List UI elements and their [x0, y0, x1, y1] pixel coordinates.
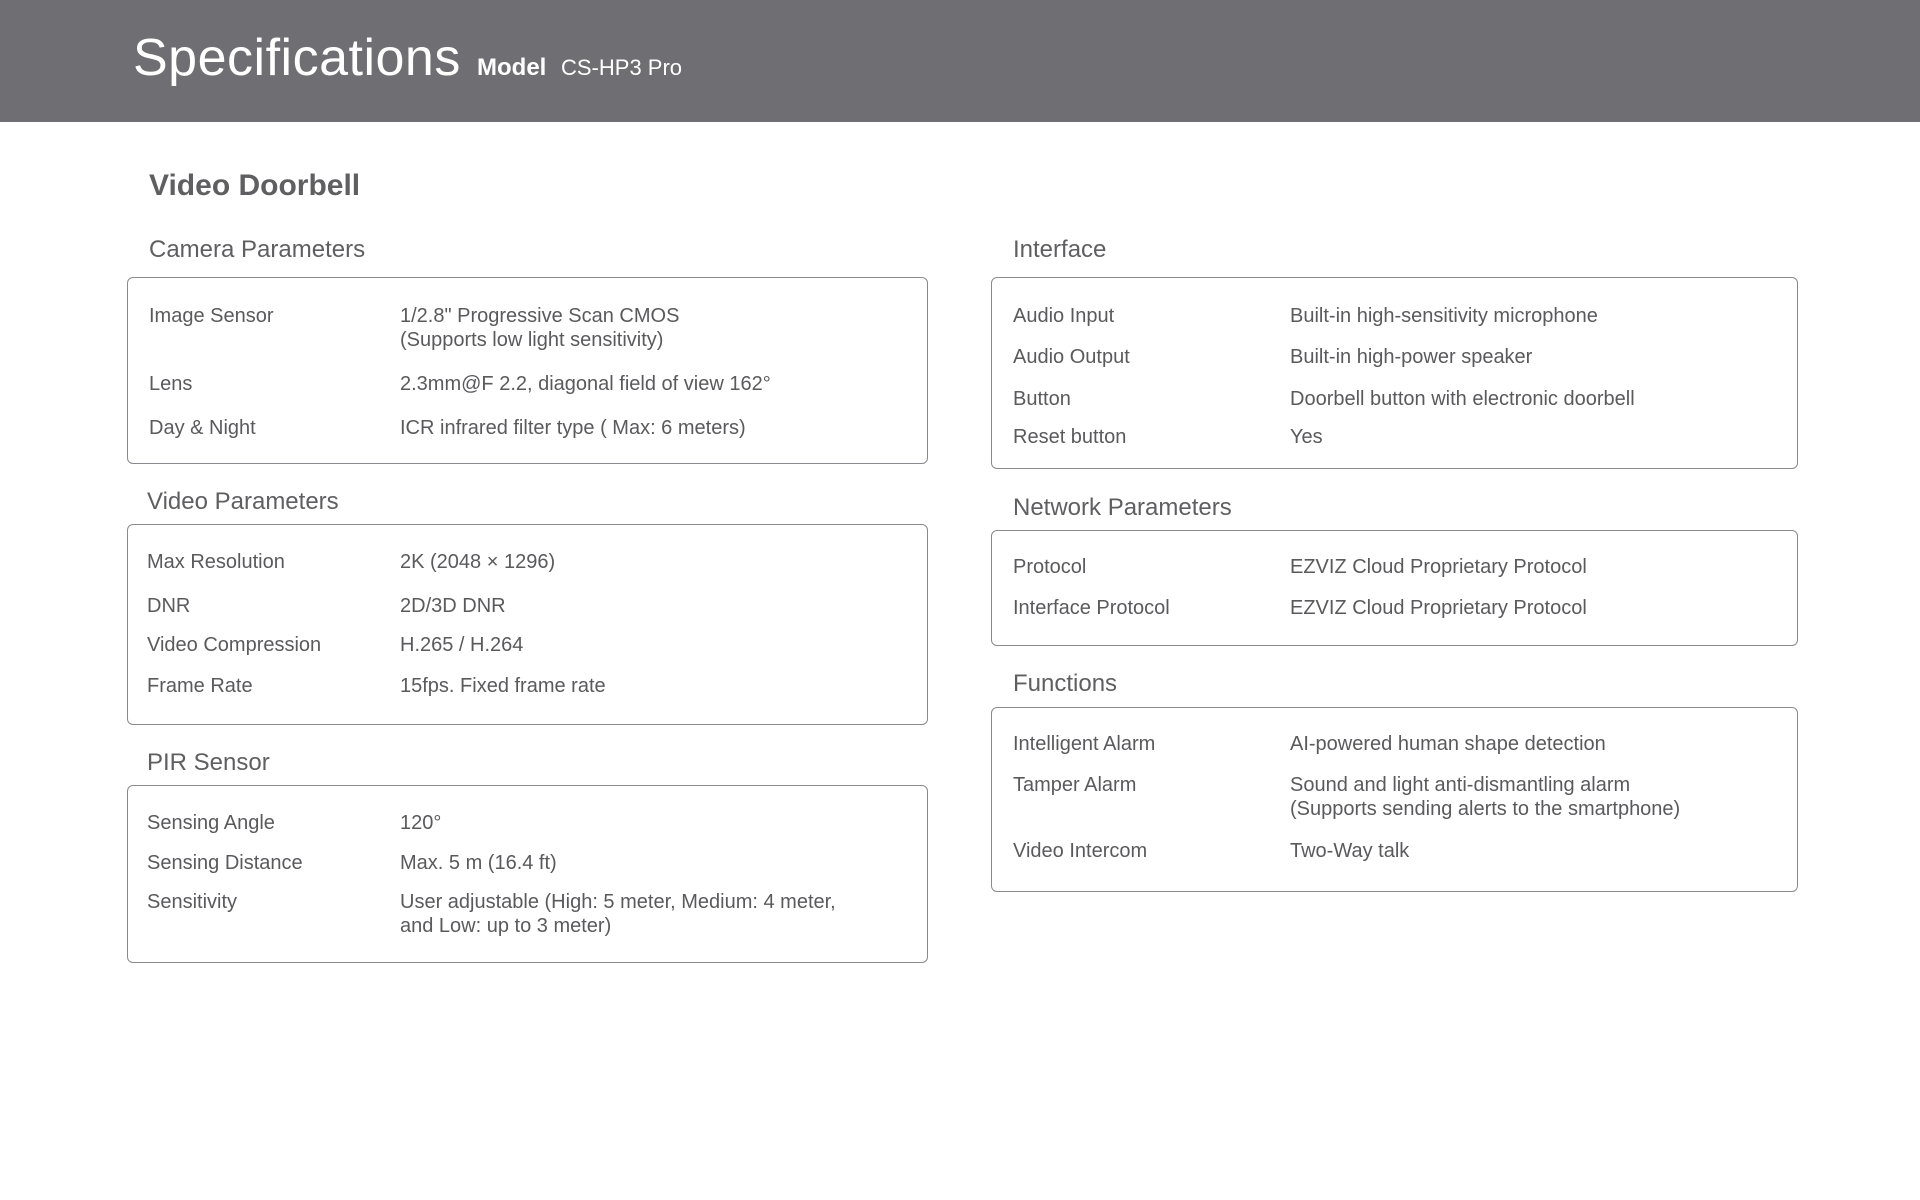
- spec-label: Image Sensor: [149, 305, 274, 327]
- spec-value: [1290, 839, 1409, 863]
- spec-value: [400, 594, 506, 618]
- spec-value-line: Two-Way talk: [1290, 840, 1410, 862]
- page-title: Specifications: [133, 29, 461, 87]
- spec-label: Reset button: [1013, 426, 1127, 448]
- spec-value: [1290, 773, 1680, 821]
- section-title-camera: Camera Parameters: [149, 236, 366, 263]
- spec-value-line: H.265 / H.264: [400, 634, 524, 656]
- spec-label: Sensing Angle: [147, 812, 275, 834]
- spec-box-functions: [991, 707, 1798, 892]
- spec-label: Audio Output: [1013, 346, 1130, 368]
- spec-value: [400, 811, 441, 835]
- spec-label: DNR: [147, 595, 191, 617]
- model-info: [477, 54, 682, 82]
- spec-label: Sensitivity: [147, 891, 238, 913]
- spec-value: [400, 851, 557, 875]
- spec-value: [1290, 732, 1606, 756]
- spec-value: [400, 674, 606, 698]
- header-bar: [0, 0, 1920, 122]
- section-title-interface: Interface: [1013, 236, 1107, 263]
- spec-value-line: 2K (2048 × 1296): [400, 551, 556, 573]
- section-title-functions: Functions: [1013, 670, 1118, 697]
- model-value: CS-HP3 Pro: [561, 55, 683, 80]
- spec-box-video: [127, 524, 928, 725]
- spec-label: Frame Rate: [147, 675, 253, 697]
- spec-label: Video Intercom: [1013, 840, 1148, 862]
- spec-label: Button: [1013, 388, 1071, 410]
- spec-value-line: EZVIZ Cloud Proprietary Protocol: [1290, 556, 1587, 578]
- spec-box-pir: [127, 785, 928, 963]
- spec-value: [400, 416, 746, 440]
- spec-value-line: 15fps. Fixed frame rate: [400, 675, 606, 697]
- spec-value-line: and Low: up to 3 meter): [400, 915, 612, 937]
- spec-value-line: 2D/3D DNR: [400, 595, 506, 617]
- spec-value: [1290, 304, 1598, 328]
- spec-value: [1290, 425, 1323, 449]
- spec-label: Lens: [149, 373, 193, 395]
- spec-value-line: Sound and light anti-dismantling alarm: [1290, 774, 1631, 796]
- spec-label: Day & Night: [149, 417, 256, 439]
- spec-value-line: (Supports low light sensitivity): [400, 329, 664, 351]
- spec-value: [400, 890, 836, 938]
- spec-label: Tamper Alarm: [1013, 774, 1137, 796]
- spec-label: Sensing Distance: [147, 852, 303, 874]
- product-title: Video Doorbell: [149, 169, 361, 202]
- spec-value: [1290, 387, 1635, 411]
- spec-label: Video Compression: [147, 634, 322, 656]
- spec-label: Max Resolution: [147, 551, 285, 573]
- spec-value-line: 1/2.8" Progressive Scan CMOS: [400, 305, 680, 327]
- spec-value-line: (Supports sending alerts to the smartphone): [1290, 798, 1681, 820]
- section-title-pir: PIR Sensor: [147, 749, 270, 776]
- spec-value-line: User adjustable (High: 5 meter, Medium: 4 meter,: [400, 891, 836, 913]
- spec-label: Intelligent Alarm: [1013, 733, 1156, 755]
- spec-value-line: AI-powered human shape detection: [1290, 733, 1606, 755]
- spec-value-line: 120°: [400, 812, 442, 834]
- spec-box-network: [991, 530, 1798, 646]
- spec-value: [400, 304, 679, 352]
- spec-label: Audio Input: [1013, 305, 1115, 327]
- spec-label: Protocol: [1013, 556, 1087, 578]
- spec-box-camera: [127, 277, 928, 464]
- spec-value-line: Built-in high-power speaker: [1290, 346, 1533, 368]
- spec-value-line: 2.3mm@F 2.2, diagonal field of view 162°: [400, 373, 771, 395]
- spec-value: [1290, 345, 1532, 369]
- section-title-video: Video Parameters: [147, 488, 339, 515]
- section-title-network: Network Parameters: [1013, 494, 1232, 521]
- spec-value-line: Doorbell button with electronic doorbell: [1290, 388, 1635, 410]
- spec-value: [400, 633, 523, 657]
- spec-value-line: EZVIZ Cloud Proprietary Protocol: [1290, 597, 1587, 619]
- spec-value: [1290, 596, 1587, 620]
- spec-value-line: Yes: [1290, 426, 1323, 448]
- spec-value: [400, 372, 771, 396]
- spec-value: [400, 550, 555, 574]
- spec-label: Interface Protocol: [1013, 597, 1170, 619]
- spec-value: [1290, 555, 1587, 579]
- spec-value-line: Built-in high-sensitivity microphone: [1290, 305, 1598, 327]
- model-label: Model: [477, 54, 547, 81]
- spec-box-interface: [991, 277, 1798, 469]
- spec-value-line: ICR infrared filter type ( Max: 6 meters): [400, 417, 746, 439]
- spec-value-line: Max. 5 m (16.4 ft): [400, 852, 557, 874]
